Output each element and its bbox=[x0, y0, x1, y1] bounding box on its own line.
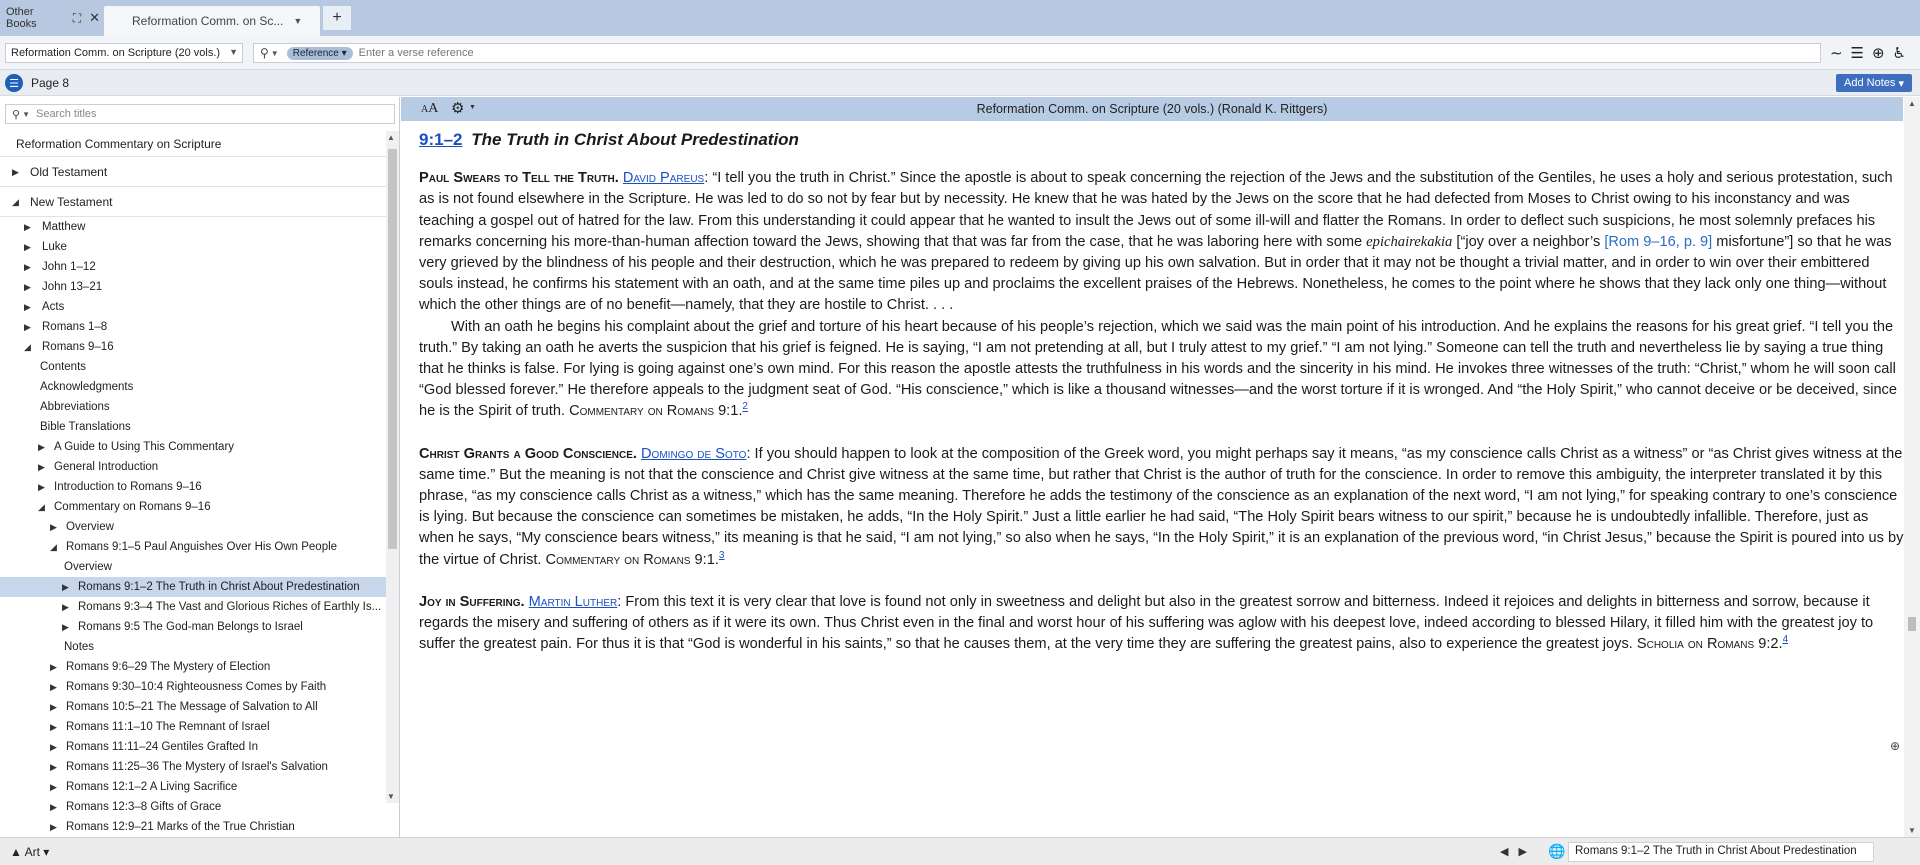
author-link[interactable]: David Pareus bbox=[622, 170, 705, 187]
collapse-arrow-icon[interactable]: ◢ bbox=[12, 197, 19, 207]
scroll-down-icon[interactable]: ▼ bbox=[1908, 826, 1916, 835]
toc-old-testament[interactable] bbox=[0, 157, 386, 187]
toc-item[interactable] bbox=[0, 477, 386, 497]
page-label: Page 8 bbox=[31, 76, 70, 90]
expand-arrow-icon[interactable]: ▶ bbox=[24, 222, 31, 232]
expand-icon[interactable]: ⛶ bbox=[72, 10, 82, 25]
expand-arrow-icon[interactable]: ▶ bbox=[50, 742, 57, 752]
expand-arrow-icon[interactable]: ▶ bbox=[62, 602, 69, 612]
expand-arrow-icon[interactable]: ▶ bbox=[50, 702, 57, 712]
expand-arrow-icon[interactable]: ▶ bbox=[62, 622, 69, 632]
toc-item-label: Romans 11:25–36 The Mystery of Israel's Salvation bbox=[66, 761, 328, 773]
wave-icon[interactable]: ∼ bbox=[1829, 45, 1843, 62]
expand-arrow-icon[interactable]: ▶ bbox=[62, 582, 69, 592]
expand-arrow-icon[interactable]: ▶ bbox=[38, 462, 45, 472]
comment-text: : If you should happen to look at the composition of the Greek word, you might perhaps say it means, “as my conscience calls Christ as a witness” or “as Christ gives witness at the same time.” But the meaning is not that the conscience and Christ give witness at the same time, but rather that Christ is the author of truth for the conscience. In order to remove this ambiguity, the interpreter translated it by this phrase, “as my conscience calls Christ as a witness,” which has the same meaning. Therefore he adds the testimony of the conscience as an explanation of the next word, “I am not lying,” for speaking contrary to one’s conscience is lying. But because the conscience can sometimes be mistaken, he adds, “In the Holy Spirit.” Just a little earlier he had said, “The Holy Spirit bears witness to our spirit,” because he is undoubtedly infallible. Therefore, just as when he says, “My conscience bears witness,” its meaning is that he said, “I am not lying,” so also when he says, “In the Holy Spirit,” it is an explanation of the previous word, “in Christ Jesus,” because the Spirit is poured into us by the virtue of Christ. bbox=[419, 445, 1904, 568]
comment-block bbox=[419, 168, 1904, 422]
expand-arrow-icon[interactable]: ▶ bbox=[12, 167, 19, 177]
toc-item[interactable] bbox=[0, 417, 386, 437]
toc-item[interactable] bbox=[0, 317, 386, 337]
expand-arrow-icon[interactable]: ▶ bbox=[50, 662, 57, 672]
source-citation: Commentary on Romans 9:1. bbox=[569, 403, 743, 420]
collapse-arrow-icon[interactable]: ◢ bbox=[50, 542, 57, 552]
toc-item-label: Luke bbox=[42, 241, 67, 253]
toc-tree bbox=[0, 131, 386, 833]
page-row bbox=[0, 70, 1920, 96]
toc-root[interactable]: Reformation Commentary on Scripture bbox=[0, 131, 386, 157]
greek-term: epichairekakia bbox=[1366, 233, 1453, 250]
toc-item-label: Overview bbox=[66, 521, 114, 533]
toc-item-label: Romans 10:5–21 The Message of Salvation to All bbox=[66, 701, 318, 713]
comment-paragraph bbox=[419, 592, 1904, 656]
toc-item-label: A Guide to Using This Commentary bbox=[54, 441, 235, 453]
nav-arrows bbox=[1500, 845, 1537, 858]
tab-other-books-label: Other Books bbox=[6, 6, 37, 30]
add-notes-button[interactable]: Add Notes ▾ bbox=[1836, 74, 1912, 92]
toc-item-label: Romans 9:30–10:4 Righteousness Comes by Faith bbox=[66, 681, 327, 693]
expand-arrow-icon[interactable]: ▶ bbox=[24, 262, 31, 272]
tab-reformation-commentary[interactable] bbox=[104, 6, 320, 36]
expand-arrow-icon[interactable]: ▶ bbox=[50, 522, 57, 532]
reference-search[interactable] bbox=[253, 43, 1821, 63]
toc-item-label: Romans 12:3–8 Gifts of Grace bbox=[66, 801, 222, 813]
toc-item[interactable] bbox=[0, 777, 386, 797]
reference-type-pill[interactable]: Reference ▾ bbox=[287, 47, 353, 60]
expand-arrow-icon[interactable]: ▶ bbox=[24, 242, 31, 252]
comment-paragraph bbox=[419, 444, 1904, 571]
chevron-down-icon[interactable]: ▼ bbox=[22, 109, 30, 119]
toolbar bbox=[0, 36, 1920, 70]
toc-item-label: Abbreviations bbox=[40, 401, 110, 413]
tab-strip bbox=[0, 0, 1920, 36]
location-field[interactable]: Romans 9:1–2 The Truth in Christ About Predestination bbox=[1568, 842, 1874, 862]
toc-item[interactable] bbox=[0, 277, 386, 297]
toc-item[interactable] bbox=[0, 297, 386, 317]
reference-pill-label: Reference bbox=[292, 47, 339, 59]
toc-item-label: Contents bbox=[40, 361, 87, 373]
book-select-value: Reformation Comm. on Scripture (20 vols.) bbox=[11, 47, 221, 59]
art-label: Art bbox=[24, 845, 40, 859]
comment-text: misfortune”] so that he was very grieved by the blindness of his people and their destruction, which he was prepared to redeem by giving up his own salvation. But in order that it may not be thought a trivial matter, and in order to win over their embittered souls instead, he confirms his statement with an oath, and at the same time piles up and proclaims the excellent praises of the Hebrews. Nonetheless, he comes to the point where he shows that they lack only one thing—without which the other things are of no benefit—namely, that they are hostile to Christ. . . . bbox=[419, 233, 1892, 314]
scroll-up-icon[interactable]: ▲ bbox=[1908, 99, 1916, 108]
chevron-down-icon[interactable]: ▼ bbox=[229, 47, 238, 57]
comment-text: With an oath he begins his complaint about the grief and torture of his heart because of his people’s rejection, which we said was the main point of his introduction. And he explains the reasons for his great grief. “I tell you the truth.” By taking an oath he averts the suspicion that his grief is feigned. He is saying, “I am not pretending at all, but I truly attest to my grief.” “I am not lying.” Someone can tell the truth and nevertheless lie by saying a true thing that he thinks is false. For lying is going against one’s own mind. For this reason the apostle attests the truthfulness in his words and the sincerity in his mind. He invokes three witnesses of the truth: “Christ,” whom he will soon call “God blessed forever.” He therefore appeals to the judgment seat of God. “His conscience,” which is like a thousand witnesses—and the worst torture if it is wronged. And “the Holy Spirit,” who cannot deceive or be deceived, since he is the Spirit of truth. bbox=[419, 318, 1897, 420]
toc-item-label: Introduction to Romans 9–16 bbox=[54, 481, 202, 493]
close-icon[interactable]: ✕ bbox=[89, 10, 100, 25]
toc-item-label: John 13–21 bbox=[42, 281, 103, 293]
collapse-arrow-icon[interactable]: ◢ bbox=[38, 502, 45, 512]
toc-item[interactable] bbox=[0, 437, 386, 457]
table-of-contents-icon[interactable]: ☰ bbox=[5, 74, 23, 92]
expand-arrow-icon[interactable]: ▶ bbox=[38, 482, 45, 492]
chevron-down-icon[interactable]: ▼ bbox=[293, 16, 303, 26]
toc-item[interactable] bbox=[0, 357, 386, 377]
toc-item-label: Commentary on Romans 9–16 bbox=[54, 501, 211, 513]
toc-item[interactable] bbox=[0, 677, 386, 697]
toc-item-label: Notes bbox=[64, 641, 95, 653]
toc-item-label: Acts bbox=[42, 301, 65, 313]
toc-item-label: Romans 11:11–24 Gentiles Grafted In bbox=[66, 741, 258, 753]
scroll-up-icon[interactable]: ▲ bbox=[387, 133, 395, 142]
font-size-icon[interactable]: AA bbox=[421, 101, 439, 116]
expand-arrow-icon[interactable]: ▶ bbox=[50, 822, 57, 832]
toc-item[interactable] bbox=[0, 757, 386, 777]
globe-icon[interactable]: 🌐 bbox=[1548, 843, 1566, 859]
reading-scrollbar[interactable] bbox=[1904, 97, 1920, 837]
expand-arrow-icon[interactable]: ▶ bbox=[24, 282, 31, 292]
source-citation: Commentary on Romans 9:1. bbox=[545, 551, 719, 568]
title-search-input[interactable] bbox=[36, 108, 336, 120]
reference-input[interactable] bbox=[359, 47, 1259, 59]
expand-arrow-icon[interactable]: ▶ bbox=[50, 722, 57, 732]
toc-old-testament-label: Old Testament bbox=[30, 165, 108, 179]
toc-panel bbox=[0, 97, 400, 837]
comment-paragraph bbox=[419, 168, 1904, 316]
toolbar-icons bbox=[1830, 44, 1906, 62]
expand-arrow-icon[interactable]: ▶ bbox=[38, 442, 45, 452]
footnote-link[interactable]: 4 bbox=[1782, 634, 1789, 646]
accessibility-icon[interactable]: ♿ bbox=[1892, 45, 1906, 62]
toc-item[interactable] bbox=[0, 817, 386, 837]
toc-item-label: Romans 9–16 bbox=[42, 341, 114, 353]
toc-item-label: Acknowledgments bbox=[40, 381, 134, 393]
add-circle-icon[interactable]: ⊕ bbox=[1871, 45, 1885, 62]
toc-item[interactable] bbox=[0, 537, 386, 557]
comment-text: : “I tell you the truth in Christ.” Since the apostle is about to speak concerning the rejection of the Jews and the substitution of the Gentiles, he uses a holy and serious protestation, such as is not found elsewhere in the Scripture. He was led to do so not by fear but by necessity. He knew that he was hated by the Jews on the score that he had defected from Moses to Christ owing to his inconstancy and was teaching a gospel out of hatred for the law. From this understanding it could appear that he wanted to insult the Jews out of some ill-will and flatter the Romans. In order to deflect such suspicions, he most solemnly prefaces his remarks concerning his more-than-human affection toward the Jews, showing that that was far from the case, that he was laboring here with some bbox=[419, 170, 1893, 250]
new-tab-button[interactable]: + bbox=[323, 6, 351, 30]
footnote-link[interactable]: 3 bbox=[718, 549, 725, 561]
tab-active-label: Reformation Comm. on Sc... bbox=[132, 14, 284, 28]
toc-item-label: Romans 9:6–29 The Mystery of Election bbox=[66, 661, 271, 673]
toc-item-label: Romans 12:9–21 Marks of the True Christian bbox=[66, 821, 295, 833]
toc-item[interactable] bbox=[0, 797, 386, 817]
toc-item-label: Bible Translations bbox=[40, 421, 131, 433]
toc-item-label: Romans 12:1–2 A Living Sacrifice bbox=[66, 781, 238, 793]
tab-other-books[interactable] bbox=[0, 0, 100, 36]
chevron-down-icon[interactable]: ▼ bbox=[270, 48, 279, 58]
toc-item-label: Romans 11:1–10 The Remnant of Israel bbox=[66, 721, 270, 733]
toc-new-testament-label: New Testament bbox=[30, 195, 113, 209]
footnote-link[interactable]: 2 bbox=[742, 401, 748, 413]
add-note-icon[interactable]: ⊕ bbox=[1889, 739, 1900, 753]
art-toggle[interactable]: ▲ Art ▾ bbox=[10, 845, 50, 859]
toc-item-label: Romans 9:1–5 Paul Anguishes Over His Own People bbox=[66, 541, 338, 553]
comment-text: : From this text it is very clear that love is found not only in sweetness and delight but also in the greatest sorrow and bitterness. Indeed it rejoices and delights in bitterness and sorrow, because it regards the misery and suffering of others as if it were its own. Thus Christ even in the final and worst hour of his suffering was aglow with his deepest love, indeed according to blessed Hilary, it filled him with the greatest joy to suffer the greatest pain. For thus it is that “God is wonderful in his saints,” so that he causes them, at the very time they are suffering the greatest pains, also to experience the greatest joys. bbox=[419, 593, 1874, 653]
search-icon[interactable]: ⚲ bbox=[12, 108, 21, 121]
comment-heading: Joy in Suffering. bbox=[419, 593, 525, 610]
search-icon[interactable]: ⚲ bbox=[260, 46, 269, 60]
toc-item[interactable] bbox=[0, 737, 386, 757]
toc-item[interactable] bbox=[0, 237, 386, 257]
toc-item[interactable] bbox=[0, 457, 386, 477]
scrollbar-thumb[interactable] bbox=[1908, 617, 1916, 631]
comment-block bbox=[419, 444, 1904, 571]
book-select[interactable] bbox=[5, 43, 243, 63]
back-arrow-icon[interactable]: ◀ bbox=[1500, 846, 1519, 858]
toc-item[interactable] bbox=[0, 617, 386, 637]
toc-item[interactable] bbox=[0, 497, 386, 517]
toc-item[interactable] bbox=[0, 517, 386, 537]
toc-scrollbar[interactable] bbox=[386, 131, 399, 803]
toc-item-label: Romans 1–8 bbox=[42, 321, 108, 333]
author-link[interactable]: Martin Luther bbox=[528, 593, 618, 610]
verse-link[interactable]: 9:1–2 bbox=[419, 130, 463, 149]
source-citation: Scholia on Romans 9:2. bbox=[1636, 636, 1783, 653]
toc-item[interactable] bbox=[0, 717, 386, 737]
expand-arrow-icon[interactable]: ▶ bbox=[50, 762, 57, 772]
expand-arrow-icon[interactable]: ▶ bbox=[50, 682, 57, 692]
expand-arrow-icon[interactable]: ▶ bbox=[50, 782, 57, 792]
comment-block bbox=[419, 592, 1904, 656]
toc-item[interactable] bbox=[0, 637, 386, 657]
toc-item-label: Romans 9:5 The God-man Belongs to Israel bbox=[78, 621, 303, 633]
page-reference[interactable]: [Rom 9–16, p. 9] bbox=[1604, 233, 1713, 250]
toc-item[interactable] bbox=[0, 397, 386, 417]
comment-heading: Paul Swears to Tell the Truth. bbox=[419, 170, 619, 187]
add-notes-label: Add Notes bbox=[1844, 77, 1896, 89]
status-bar bbox=[0, 837, 1920, 865]
list-icon[interactable]: ☰ bbox=[1850, 45, 1864, 62]
expand-arrow-icon[interactable]: ▶ bbox=[24, 322, 31, 332]
chevron-down-icon[interactable]: ▼ bbox=[469, 104, 476, 111]
comment-heading: Christ Grants a Good Conscience. bbox=[419, 445, 637, 462]
toc-item-label: John 1–12 bbox=[42, 261, 96, 273]
toc-item-label: Overview bbox=[64, 561, 112, 573]
forward-arrow-icon[interactable]: ▶ bbox=[1518, 846, 1537, 858]
title-search[interactable] bbox=[5, 104, 395, 124]
reading-title: Reformation Comm. on Scripture (20 vols.) (Ronald K. Rittgers) bbox=[976, 102, 1328, 116]
toc-item[interactable] bbox=[0, 217, 386, 237]
toc-item-selected[interactable] bbox=[0, 577, 386, 597]
scrollbar-thumb[interactable] bbox=[388, 149, 397, 549]
reading-pane bbox=[401, 97, 1920, 837]
reading-header bbox=[401, 97, 1903, 121]
toc-item[interactable] bbox=[0, 657, 386, 677]
toc-item[interactable] bbox=[0, 597, 386, 617]
article bbox=[419, 129, 1904, 676]
toc-item[interactable] bbox=[0, 697, 386, 717]
section-title: The Truth in Christ About Predestination bbox=[471, 130, 799, 149]
toc-item[interactable] bbox=[0, 557, 386, 577]
toc-item-label: Romans 9:1–2 The Truth in Christ About Predestination bbox=[78, 581, 360, 593]
scroll-down-icon[interactable]: ▼ bbox=[387, 792, 395, 801]
toc-item-label: Matthew bbox=[42, 221, 86, 233]
toc-item[interactable] bbox=[0, 337, 386, 357]
collapse-arrow-icon[interactable]: ◢ bbox=[24, 342, 31, 352]
expand-arrow-icon[interactable]: ▶ bbox=[50, 802, 57, 812]
gear-icon[interactable]: ⚙ bbox=[451, 100, 465, 117]
comment-text: [“joy over a neighbor’s bbox=[1452, 233, 1605, 250]
toc-item[interactable] bbox=[0, 377, 386, 397]
author-link[interactable]: Domingo de Soto bbox=[641, 445, 747, 462]
comment-paragraph bbox=[419, 317, 1904, 423]
toc-item[interactable] bbox=[0, 257, 386, 277]
expand-arrow-icon[interactable]: ▶ bbox=[24, 302, 31, 312]
toc-new-testament[interactable] bbox=[0, 187, 386, 217]
section-heading bbox=[419, 129, 1904, 150]
toc-item-label: General Introduction bbox=[54, 461, 159, 473]
toc-item-label: Romans 9:3–4 The Vast and Glorious Riches of Earthly Is... bbox=[78, 601, 382, 613]
